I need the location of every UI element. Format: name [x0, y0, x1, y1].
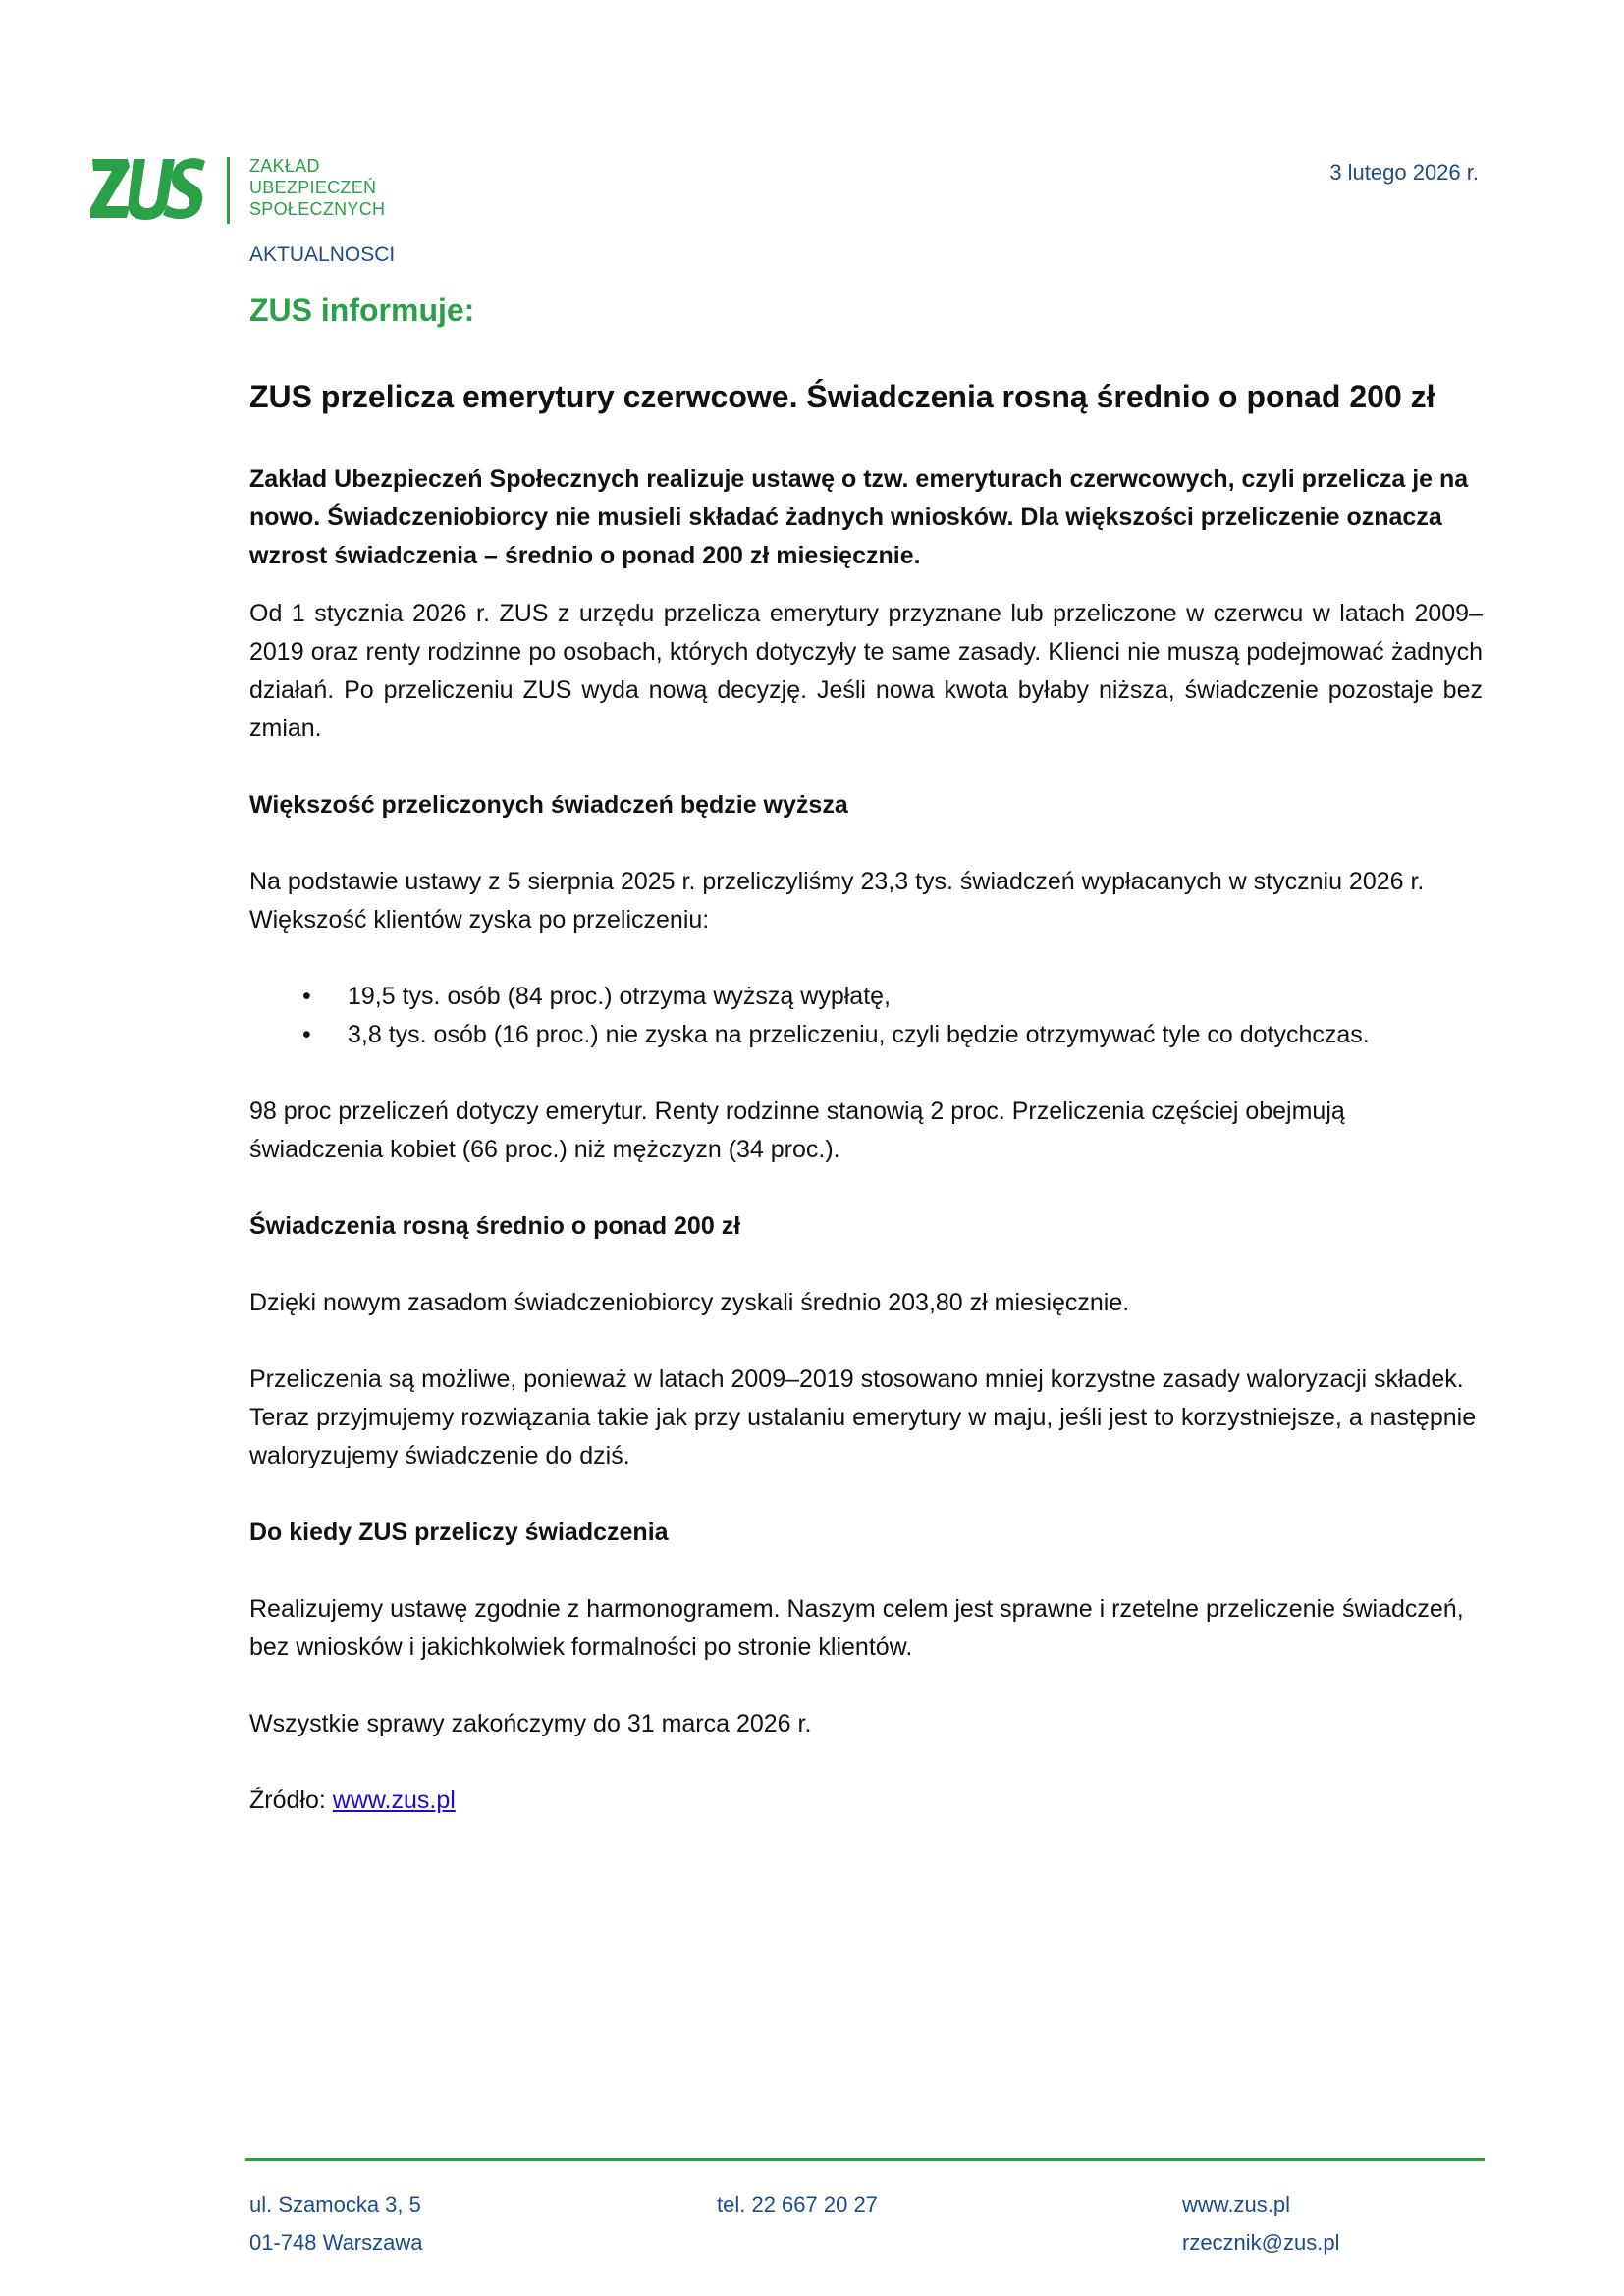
footer-divider	[245, 2158, 1485, 2161]
document-date: 3 lutego 2026 r.	[1329, 160, 1479, 185]
list-item-text: 19,5 tys. osób (84 proc.) otrzyma wyższą wypłatę,	[348, 983, 891, 1010]
section-heading-3: Do kiedy ZUS przeliczy świadczenia	[249, 1519, 669, 1546]
logo-name-line-3: SPOŁECZNYCH	[249, 199, 386, 219]
section-heading-1: Większość przeliczonych świadczeń będzie wyższa	[249, 791, 848, 819]
logo-letter-z	[90, 159, 130, 218]
section-2-paragraph-2: Przeliczenia są możliwe, ponieważ w latach 2009–2019 stosowano mniej korzystne zasady waloryzacji składek. Teraz przyjmujemy rozwiązania takie jak przy ustalaniu emerytury w maju, jeśli jest to korzystniejsze, a następnie waloryzujemy świadczenie do dziś.	[249, 1365, 1477, 1469]
footer-street: ul. Szamocka 3, 5	[249, 2192, 421, 2216]
footer-city: 01-748 Warszawa	[249, 2230, 423, 2255]
logo-name	[249, 155, 385, 220]
logo-name-line-2: UBEZPIECZEŃ	[249, 178, 377, 197]
intro-paragraph: Od 1 stycznia 2026 r. ZUS z urzędu przelicza emerytury przyznane lub przeliczone w czerwcu w latach 2009–2019 oraz renty rodzinne po osobach, których dotyczyły te same zasady. Klienci nie muszą podejmować żadnych działań. Po przeliczeniu ZUS wyda nową decyzję. Jeśli nowa kwota byłaby niższa, świadczenie pozostaje bez zmian.	[249, 600, 1483, 742]
section-1-paragraph-2: 98 proc przeliczeń dotyczy emerytur. Renty rodzinne stanowią 2 proc. Przeliczenia częściej obejmują świadczenia kobiet (66 proc.) niż mężczyzn (34 proc.).	[249, 1097, 1345, 1163]
category-label: AKTUALNOSCI	[249, 243, 396, 266]
list-item	[302, 978, 1483, 1016]
section-3-paragraph-2: Wszystkie sprawy zakończymy do 31 marca 2026 r.	[249, 1710, 812, 1737]
footer-contact	[1182, 2185, 1340, 2262]
list-item	[302, 1016, 1483, 1054]
logo-divider	[227, 157, 230, 224]
list-item-text: 3,8 tys. osób (16 proc.) nie zyska na przeliczeniu, czyli będzie otrzymywać tyle co dotychczas.	[348, 1021, 1370, 1048]
article-headline: ZUS przelicza emerytury czerwcowe. Świadczenia rosną średnio o ponad 200 zł	[249, 379, 1435, 414]
footer-address	[249, 2185, 422, 2262]
source-line	[249, 1782, 1483, 1820]
article-body	[249, 293, 1483, 1858]
footer-phone: tel. 22 667 20 27	[717, 2192, 878, 2216]
zus-logo	[90, 155, 208, 224]
bullet-icon: •	[302, 983, 311, 1010]
logo-name-line-1: ZAKŁAD	[249, 156, 320, 176]
logo-mark-text: ZUS	[90, 155, 92, 156]
footer-email[interactable]: rzecznik@zus.pl	[1182, 2230, 1340, 2255]
informs-heading: ZUS informuje:	[249, 293, 475, 328]
article-lead: Zakład Ubezpieczeń Społecznych realizuje ustawę o tzw. emeryturach czerwcowych, czyli przelicza je na nowo. Świadczeniobiorcy nie musieli składać żadnych wniosków. Dla większości przeliczenie oznacza wzrost świadczenia – średnio o ponad 200 zł miesięcznie.	[249, 465, 1469, 569]
section-heading-2: Świadczenia rosną średnio o ponad 200 zł	[249, 1212, 741, 1240]
section-1-paragraph: Na podstawie ustawy z 5 sierpnia 2025 r. przeliczyliśmy 23,3 tys. świadczeń wypłacanych w styczniu 2026 r. Większość klientów zyska po przeliczeniu:	[249, 868, 1425, 934]
source-label: Źródło:	[249, 1787, 333, 1814]
source-link[interactable]: www.zus.pl	[332, 1787, 456, 1814]
section-2-paragraph: Dzięki nowym zasadom świadczeniobiorcy zyskali średnio 203,80 zł miesięcznie.	[249, 1289, 1130, 1316]
bullet-list	[249, 978, 1483, 1054]
bullet-icon: •	[302, 1021, 311, 1048]
footer-website[interactable]: www.zus.pl	[1182, 2192, 1291, 2216]
section-3-paragraph: Realizujemy ustawę zgodnie z harmonogramem. Naszym celem jest sprawne i rzetelne przeliczenie świadczeń, bez wniosków i jakichkolwiek formalności po stronie klientów.	[249, 1595, 1464, 1661]
